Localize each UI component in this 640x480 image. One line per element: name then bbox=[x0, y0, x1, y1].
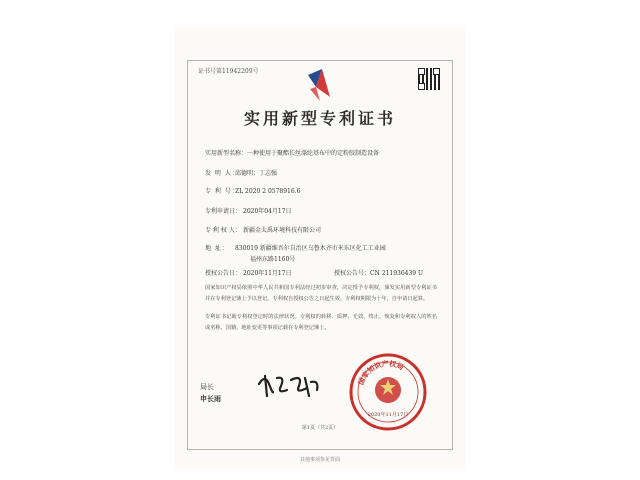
seal-text: 国家知识产权局 bbox=[356, 358, 406, 387]
certificate-number: 证书号第11942209号 bbox=[198, 68, 259, 75]
address-line-2: 福州东路1160号 bbox=[250, 256, 296, 263]
certificate-title: 实用新型专利证书 bbox=[243, 109, 396, 128]
cnipa-logo-icon bbox=[302, 67, 336, 103]
official-seal bbox=[348, 352, 428, 432]
director-name: 申长雨 bbox=[200, 394, 221, 403]
qr-code bbox=[418, 68, 440, 90]
field-grant-date: 授权公告日： 2020年11月17日 bbox=[205, 270, 292, 277]
announcement-number: 授权公告号：CN 211936439 U bbox=[334, 270, 424, 277]
seal-date: 2020年11月17日 bbox=[367, 412, 409, 418]
field-inventor: 发 明 人：邱德明；丁志强 bbox=[205, 170, 278, 177]
field-application-date: 专利申请日： 2020年04月17日 bbox=[205, 208, 292, 215]
page-number: 第1页（共2页） bbox=[301, 425, 339, 431]
field-patentee: 专 利 权 人： 新疆金太禹环境科技有限公司 bbox=[205, 227, 322, 234]
statement-paragraph-2: 专利证书记载专利权登记时的法律状况。专利权的转移、质押、无效、终止、恢复和专利权人的姓名或名称、国籍、地址变更等事项记载在专利登记簿上。 bbox=[205, 314, 437, 331]
handwritten-signature bbox=[255, 370, 325, 400]
field-patent-number: 专 利 号：ZL 2020 2 0578916.6 bbox=[205, 188, 301, 195]
director-title: 局长 bbox=[200, 383, 214, 391]
field-utility-name: 实用新型名称：一种使用于聚酯长丝涤纶基布中的定粉胶制造设备 bbox=[205, 150, 380, 157]
field-address: 地 址： 830019 新疆维吾尔自治区乌鲁木齐市米东区化工工业园 bbox=[205, 245, 386, 252]
statement-paragraph-1: 国家知识产权局依照中华人民共和国专利法经过初步审查，决定授予专利权，颁发实用新型专利证书并在专利登记簿上予以登记。专利权自授权公告之日起生效。专利权期限为十年，自申请日起算。 bbox=[205, 285, 437, 302]
footer-note: 其他事项参见背面 bbox=[299, 457, 340, 463]
